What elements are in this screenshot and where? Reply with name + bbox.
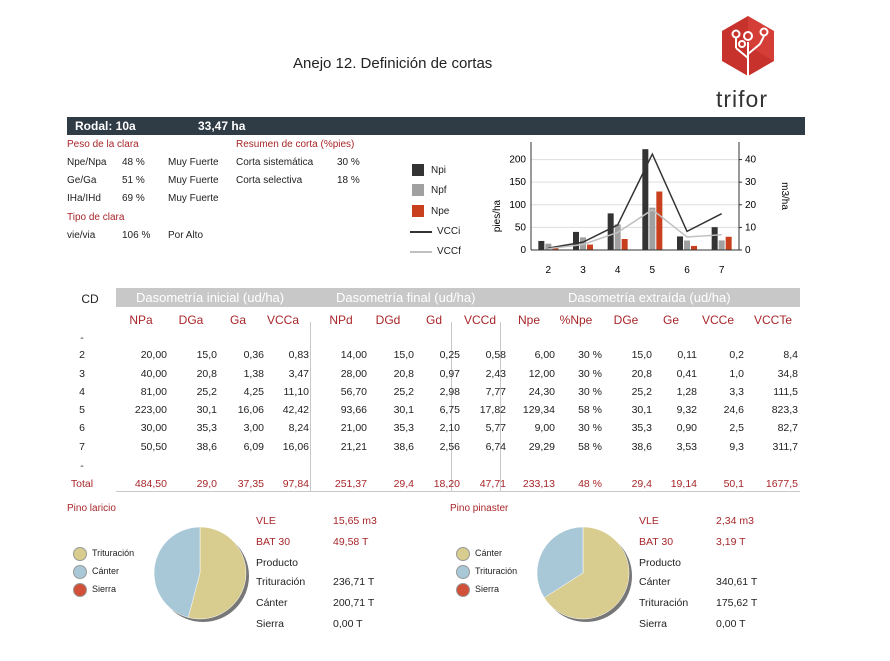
- producto-label: Producto: [639, 557, 682, 569]
- resumen-row-value: 30 %: [337, 157, 360, 168]
- y2-tick-label: 40: [745, 154, 757, 166]
- pie-legend-label: Sierra: [475, 584, 500, 594]
- total-cell: 19,14: [670, 478, 697, 490]
- table-cell: 20,00: [140, 349, 167, 361]
- y-tick-label: 50: [514, 222, 526, 234]
- table-cell: 20,8: [196, 368, 217, 380]
- bar-npi: [677, 236, 683, 250]
- table-cell: 12,00: [528, 368, 555, 380]
- table-cell: 0,58: [485, 349, 506, 361]
- y2-axis-label: m3/ha: [779, 182, 790, 210]
- table-cell: 0,97: [439, 368, 460, 380]
- total-cell: 50,1: [723, 478, 744, 490]
- table-cell: 7,77: [485, 386, 506, 398]
- resumen-title: Resumen de corta (%pies): [236, 139, 355, 150]
- tipo-value: 106 %: [122, 230, 151, 241]
- bat-label: BAT 30: [256, 536, 291, 548]
- product-name: Trituración: [256, 576, 306, 588]
- table-cell: 2,10: [439, 422, 460, 434]
- table-cell: 9,32: [676, 404, 697, 416]
- y2-tick-label: 10: [745, 222, 757, 234]
- peso-row-name: Ge/Ga: [67, 175, 97, 186]
- table-cell: 35,3: [196, 422, 217, 434]
- product-name: Sierra: [639, 618, 668, 630]
- table-cell: 40,00: [140, 368, 167, 380]
- table-cell: 2,43: [485, 368, 506, 380]
- y2-tick-label: 30: [745, 177, 757, 189]
- bar-npf: [615, 224, 621, 250]
- pie-chart: [531, 519, 641, 629]
- table-row-cd: 7: [79, 441, 85, 453]
- table-cell: 34,8: [777, 368, 798, 380]
- table-cell: 129,34: [522, 404, 555, 416]
- total-cell: 47,71: [479, 478, 506, 490]
- table-cell: 42,42: [282, 404, 309, 416]
- table-cell: 81,00: [140, 386, 167, 398]
- pie-legend-label: Trituración: [92, 548, 135, 558]
- tipo-name: vie/via: [67, 230, 96, 241]
- logo-text: trifor: [716, 86, 768, 112]
- table-cell: 6,00: [534, 349, 555, 361]
- group-inicial: Dasometría inicial (ud/ha): [136, 290, 285, 305]
- table-cell: 311,7: [772, 441, 798, 453]
- table-row-cd: 6: [79, 422, 85, 434]
- column-header: NPd: [329, 313, 353, 327]
- x-tick-label: 3: [580, 265, 586, 276]
- pie-legend-label: Trituración: [475, 566, 518, 576]
- x-tick-label: 4: [614, 265, 621, 276]
- table-cell: 1,0: [729, 368, 744, 380]
- y2-tick-label: 20: [745, 199, 757, 211]
- legend-label-vccf: VCCf: [437, 246, 461, 257]
- legend-label-npf: Npf: [431, 185, 447, 196]
- legend-dot-icon: [73, 565, 87, 579]
- table-cell: 0,25: [439, 349, 460, 361]
- table-cell: 58 %: [578, 404, 602, 416]
- legend-dot-icon: [456, 547, 470, 561]
- y2-tick-label: 0: [745, 245, 751, 256]
- table-row-cd: 5: [79, 404, 85, 416]
- legend-label-vcci: VCCi: [437, 226, 461, 237]
- table-cell: 3,00: [243, 422, 264, 434]
- table-cell: 11,10: [283, 386, 309, 398]
- product-value: 175,62 T: [716, 597, 758, 609]
- table-cell: 15,0: [631, 349, 652, 361]
- total-cell: 29,4: [393, 478, 414, 490]
- table-cell: 30,1: [631, 404, 652, 416]
- table-cell: 50,50: [140, 441, 167, 453]
- total-cell: 29,0: [196, 478, 217, 490]
- bar-npi: [573, 232, 579, 250]
- table-cell: 8,24: [288, 422, 309, 434]
- peso-row-value: 69 %: [122, 193, 145, 204]
- bar-npe: [691, 246, 697, 250]
- vle-label: VLE: [639, 515, 659, 527]
- resumen-row-value: 18 %: [337, 175, 360, 186]
- bar-npf: [719, 240, 725, 250]
- x-tick-label: 2: [545, 265, 552, 276]
- product-value: 200,71 T: [333, 597, 375, 609]
- total-label: Total: [70, 478, 94, 490]
- table-cell: 0,90: [676, 422, 697, 434]
- peso-row-name: IHa/IHd: [67, 193, 101, 204]
- peso-row-desc: Muy Fuerte: [168, 175, 219, 186]
- peso-row-desc: Muy Fuerte: [168, 157, 219, 168]
- product-value: 340,61 T: [716, 576, 758, 588]
- bat-label: BAT 30: [639, 536, 674, 548]
- table-row-cd: 3: [79, 368, 85, 380]
- table-cell: 0,41: [676, 368, 697, 380]
- page-title: Anejo 12. Definición de cortas: [293, 55, 493, 72]
- vle-value: 2,34 m3: [716, 515, 754, 527]
- table-cell: 9,00: [534, 422, 555, 434]
- legend-line-vcci: [410, 231, 432, 233]
- rodal-area: 33,47 ha: [198, 119, 246, 133]
- table-cell: 2,56: [439, 441, 460, 453]
- column-header: DGa: [178, 313, 204, 327]
- table-cell: 16,06: [237, 404, 264, 416]
- group-extraida: Dasometría extraída (ud/ha): [568, 290, 731, 305]
- table-row-cd: 2: [79, 349, 85, 361]
- table-cell: 35,3: [393, 422, 414, 434]
- table-cell: 1,38: [243, 368, 264, 380]
- table-cell: 823,3: [771, 404, 798, 416]
- legend-dot-icon: [73, 547, 87, 561]
- group-final: Dasometría final (ud/ha): [336, 290, 476, 305]
- bar-npe: [656, 192, 662, 250]
- table-cell: 0,83: [288, 349, 309, 361]
- species-title: Pino laricio: [67, 503, 116, 514]
- table-row-cd: -: [80, 460, 84, 472]
- table-cell: 24,30: [528, 386, 555, 398]
- total-cell: 233,13: [522, 478, 555, 490]
- table-cell: 21,21: [340, 441, 367, 453]
- product-name: Cánter: [256, 597, 288, 609]
- product-value: 0,00 T: [333, 618, 363, 630]
- total-cell: 18,20: [433, 478, 460, 490]
- y-axis-label: pies/ha: [492, 199, 503, 233]
- table-row-cd: -: [80, 332, 84, 344]
- bat-value: 3,19 T: [716, 536, 746, 548]
- bar-npe: [726, 237, 732, 250]
- total-cell: 1677,5: [765, 478, 798, 490]
- peso-title: Peso de la clara: [67, 139, 139, 150]
- total-cell: 251,37: [334, 478, 367, 490]
- table-cell: 30 %: [578, 386, 602, 398]
- legend-swatch-npf: [412, 184, 424, 196]
- legend-dot-icon: [456, 583, 470, 597]
- bar-line-chart: [486, 138, 796, 278]
- vle-label: VLE: [256, 515, 276, 527]
- table-cell: 30,1: [196, 404, 217, 416]
- table-cell: 2,98: [439, 386, 460, 398]
- total-cell: 37,35: [237, 478, 264, 490]
- column-header: Gd: [425, 313, 442, 327]
- table-cell: 30 %: [578, 422, 602, 434]
- table-cell: 30 %: [578, 349, 602, 361]
- bar-npi: [608, 213, 614, 250]
- column-header: DGe: [613, 313, 639, 327]
- table-cell: 15,0: [196, 349, 217, 361]
- bar-npe: [587, 245, 593, 250]
- pie-legend-label: Cánter: [475, 548, 503, 558]
- bar-npi: [538, 241, 544, 250]
- table-cell: 30,00: [140, 422, 167, 434]
- table-cell: 8,4: [783, 349, 798, 361]
- table-cell: 223,00: [134, 404, 167, 416]
- table-cell: 35,3: [631, 422, 652, 434]
- peso-row-desc: Muy Fuerte: [168, 193, 219, 204]
- y-tick-label: 200: [509, 154, 526, 166]
- table-cell: 6,75: [439, 404, 460, 416]
- table-cell: 25,2: [196, 386, 217, 398]
- bar-npf: [684, 241, 690, 250]
- bar-npf: [649, 208, 655, 250]
- resumen-row-name: Corta selectiva: [236, 175, 303, 186]
- table-cell: 0,11: [677, 349, 697, 361]
- x-tick-label: 6: [684, 265, 690, 276]
- bar-npi: [712, 227, 718, 250]
- pie-chart: [148, 519, 258, 629]
- table-cell: 9,3: [729, 441, 744, 453]
- column-header: VCCe: [701, 313, 734, 327]
- column-header: NPa: [129, 313, 153, 327]
- table-cell: 58 %: [578, 441, 602, 453]
- table-cell: 16,06: [282, 441, 309, 453]
- rodal-label: Rodal: 10a: [75, 119, 136, 133]
- producto-label: Producto: [256, 557, 299, 569]
- table-cell: 38,6: [393, 441, 414, 453]
- table-cell: 21,00: [340, 422, 367, 434]
- product-value: 236,71 T: [333, 576, 375, 588]
- trifor-logo-icon: [718, 14, 778, 86]
- legend-swatch-npe: [412, 205, 424, 217]
- table-cell: 6,09: [243, 441, 264, 453]
- table-cell: 14,00: [340, 349, 367, 361]
- table-cell: 25,2: [631, 386, 652, 398]
- column-header: VCCd: [463, 313, 496, 327]
- total-cell: 48 %: [578, 478, 602, 490]
- table-cell: 3,3: [729, 386, 744, 398]
- table-cell: 24,6: [723, 404, 744, 416]
- column-header: Ga: [229, 313, 246, 327]
- total-cell: 97,84: [282, 478, 309, 490]
- table-cell: 20,8: [631, 368, 652, 380]
- table-cell: 25,2: [393, 386, 414, 398]
- table-cell: 1,28: [676, 386, 697, 398]
- total-cell: 484,50: [134, 478, 167, 490]
- legend-dot-icon: [73, 583, 87, 597]
- table-cell: 3,53: [676, 441, 697, 453]
- bar-npe: [622, 239, 628, 250]
- column-divider: [310, 322, 311, 492]
- table-cell: 0,36: [243, 349, 264, 361]
- tipo-desc: Por Alto: [168, 230, 204, 241]
- column-header: Npe: [517, 313, 540, 327]
- legend-line-vccf: [410, 251, 432, 253]
- species-title: Pino pinaster: [450, 503, 509, 514]
- peso-row-value: 48 %: [122, 157, 145, 168]
- table-cell: 0,2: [729, 349, 744, 361]
- table-cell: 82,7: [777, 422, 798, 434]
- table-cell: 111,5: [773, 386, 798, 398]
- pie-legend-label: Sierra: [92, 584, 117, 594]
- table-cell: 38,6: [631, 441, 652, 453]
- table-cell: 29,29: [528, 441, 555, 453]
- cd-header: CD: [81, 292, 99, 306]
- column-header: DGd: [375, 313, 401, 327]
- y-tick-label: 0: [520, 245, 526, 256]
- table-cell: 15,0: [393, 349, 414, 361]
- table-cell: 5,77: [485, 422, 506, 434]
- legend-dot-icon: [456, 565, 470, 579]
- total-divider: [116, 491, 800, 492]
- vle-value: 15,65 m3: [333, 515, 377, 527]
- table-row-cd: 4: [79, 386, 85, 398]
- column-header: VCCTe: [753, 313, 792, 327]
- table-cell: 30,1: [393, 404, 414, 416]
- table-cell: 2,5: [729, 422, 744, 434]
- x-tick-label: 7: [718, 265, 725, 276]
- table-cell: 93,66: [340, 404, 367, 416]
- table-cell: 6,74: [485, 441, 506, 453]
- bat-value: 49,58 T: [333, 536, 369, 548]
- y-tick-label: 100: [509, 199, 526, 211]
- column-header: Ge: [662, 313, 679, 327]
- column-header: VCCa: [266, 313, 299, 327]
- table-cell: 28,00: [340, 368, 367, 380]
- product-name: Sierra: [256, 618, 285, 630]
- legend-label-npe: Npe: [431, 206, 450, 217]
- table-cell: 38,6: [196, 441, 217, 453]
- y-tick-label: 150: [509, 177, 526, 189]
- table-cell: 56,70: [340, 386, 367, 398]
- x-tick-label: 5: [649, 265, 656, 276]
- product-name: Cánter: [639, 576, 671, 588]
- legend-label-npi: Npi: [431, 165, 447, 176]
- peso-row-name: Npe/Npa: [67, 157, 107, 168]
- pie-legend-label: Cánter: [92, 566, 120, 576]
- resumen-row-name: Corta sistemática: [236, 157, 314, 168]
- product-value: 0,00 T: [716, 618, 746, 630]
- product-name: Trituración: [639, 597, 689, 609]
- table-cell: 4,25: [243, 386, 264, 398]
- table-cell: 20,8: [393, 368, 414, 380]
- table-cell: 30 %: [578, 368, 602, 380]
- total-cell: 29,4: [631, 478, 652, 490]
- rodal-bar: [67, 117, 805, 135]
- tipo-title: Tipo de clara: [67, 212, 125, 223]
- column-header: %Npe: [559, 313, 593, 327]
- peso-row-value: 51 %: [122, 175, 145, 186]
- legend-swatch-npi: [412, 164, 424, 176]
- table-cell: 17,82: [479, 404, 506, 416]
- table-cell: 3,47: [288, 368, 309, 380]
